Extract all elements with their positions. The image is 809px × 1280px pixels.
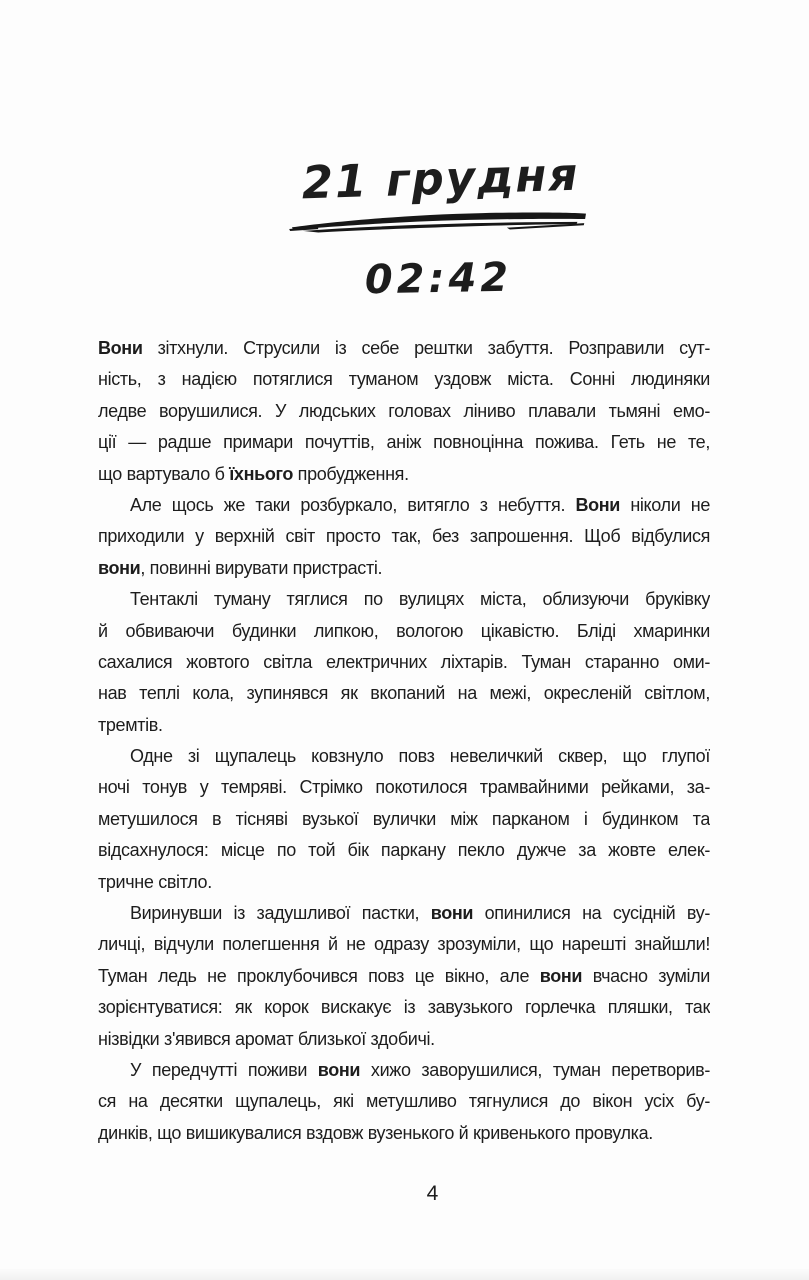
text-line: ність, з надією потяглися туманом уздовж міста. Сонні людиняки [98,369,710,390]
text-line: ледве ворушилися. У людських головах ліниво плавали тьмяні емо- [98,400,710,421]
text-line: Туман ледь не проклубочився повз це вікно, але вони вчасно зуміли [98,965,710,986]
text-line: відсахнулося: місце по той бік паркану пекло дужче за жовте елек- [98,840,710,861]
text-line: Виринувши із задушливої пастки, вони опинилися на сусідній ву- [130,903,710,924]
text-line: метушилося в тісняві вузької вулички між парканом і будинком та [98,808,710,829]
chapter-time-heading: 02:42 [364,254,513,304]
text-line: ся на десятки щупалець, які метушливо тягнулися до вікон усіх бу- [98,1091,710,1112]
paragraph [98,490,710,584]
text-line: нізвідки з'явився аромат близької здобичі. [98,1028,435,1049]
text-line: личці, відчули полегшення й не одразу зрозуміли, що нарешті знайшли! [98,934,710,955]
chapter-date-heading: 21 грудня [300,147,581,210]
paragraph [98,898,710,1055]
text-line: сахалися жовтого світла електричних ліхтарів. Туман старанно оми- [98,651,710,672]
text-line: Але щось же таки розбуркало, витягло з небуття. Вони ніколи не [130,494,710,515]
paragraph [98,333,710,490]
text-line: зорієнтуватися: як корок вискакує із завузького горлечка пляшки, так [98,997,710,1018]
brush-underline-icon [288,204,589,238]
paragraph [98,584,710,741]
text-line: нав теплі кола, зупинявся як вкопаний на межі, окресленій світлом, [98,683,710,704]
body-text [98,333,710,1149]
text-line: приходили у верхній світ просто так, без запрошення. Щоб відбулися [98,526,710,547]
text-line: ночі тонув у темряві. Стрімко покотилося трамвайними рейками, за- [98,777,710,798]
text-line: вони, повинні вирувати пристрасті. [98,557,383,578]
text-line: тричне світло. [98,871,212,892]
text-line: що вартувало б їхнього пробудження. [98,463,409,484]
text-line: динків, що вишикувалися вздовж вузенького й кривенького провулка. [98,1122,653,1143]
text-line: Тентаклі туману тяглися по вулицях міста, облизуючи бруківку [130,589,710,610]
paragraph [98,1055,710,1149]
text-line: Одне зі щупалець ковзнуло повз невеличкий сквер, що глупої [130,746,710,767]
text-line: тремтів. [98,714,163,735]
scan-edge-shadow [0,1269,809,1280]
paragraph [98,741,710,898]
text-line: й обвиваючи будинки липкою, вологою цікавістю. Бліді хмаринки [98,620,710,641]
text-line: У передчутті поживи вони хижо заворушилися, туман перетворив- [130,1059,710,1080]
text-line: ції — радше примари почуттів, аніж повноцінна пожива. Геть не те, [98,432,710,453]
text-line: Вони зітхнули. Струсили із себе рештки забуття. Розправили сут- [98,338,710,358]
page-number: 4 [426,1182,439,1205]
